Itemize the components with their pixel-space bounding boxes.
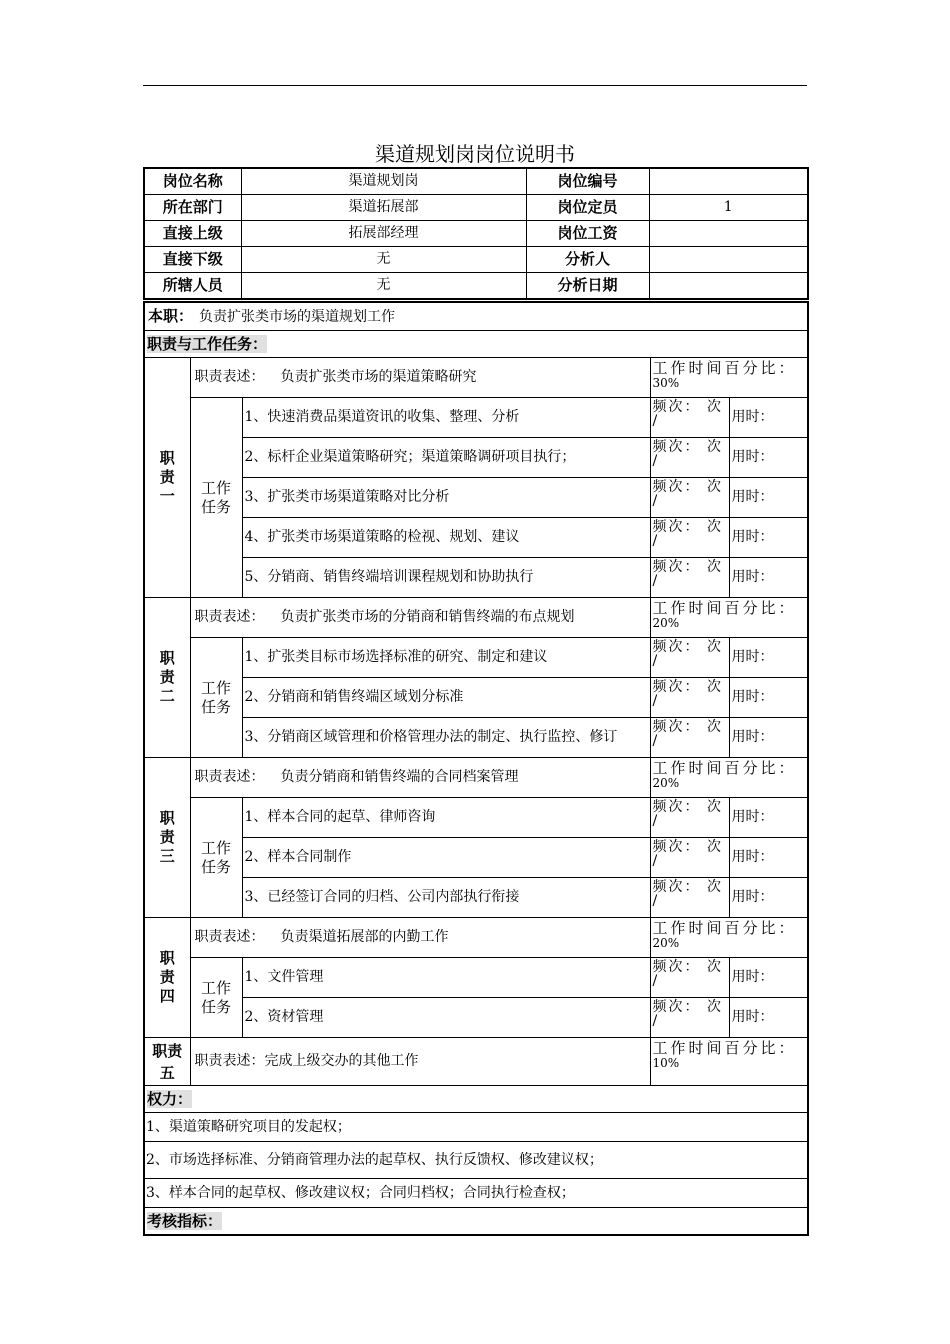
duty-name-char: 职 — [159, 949, 175, 967]
task-row — [144, 798, 808, 838]
kpi-label: 考核指标： — [147, 1211, 223, 1230]
frequency — [650, 518, 729, 558]
header-row — [144, 273, 808, 300]
task-row — [144, 398, 808, 438]
task-row — [144, 718, 808, 758]
duty-name-char: 责 — [159, 668, 175, 686]
header-label: 所辖人员 — [144, 273, 241, 300]
task-row — [144, 518, 808, 558]
task-row — [144, 638, 808, 678]
duties-section-header — [144, 331, 808, 358]
frequency-slash: / — [652, 893, 658, 909]
time-used: 用时： — [729, 958, 808, 998]
duty-desc-row — [144, 1038, 808, 1086]
duty-description — [190, 598, 650, 638]
frequency-slash: / — [652, 653, 658, 669]
header-label: 分析日期 — [526, 273, 649, 300]
time-used: 用时： — [729, 478, 808, 518]
task-text: 2、分销商和销售终端区域划分标准 — [242, 678, 650, 718]
duties-table — [143, 301, 809, 1236]
frequency-label: 频次： 次 — [652, 839, 723, 855]
task-text: 4、扩张类市场渠道策略的检视、规划、建议 — [242, 518, 650, 558]
time-percent-label: 工作时间百分比： — [652, 919, 797, 937]
duty-desc-row — [144, 598, 808, 638]
task-text: 2、资材管理 — [242, 998, 650, 1038]
time-used: 用时： — [729, 838, 808, 878]
task-row — [144, 958, 808, 998]
main-duty-label: 本职： — [148, 306, 194, 325]
frequency-label: 频次： 次 — [652, 799, 723, 815]
header-label: 分析人 — [526, 247, 649, 273]
time-percent-label: 工作时间百分比： — [652, 759, 797, 777]
time-used: 用时： — [729, 718, 808, 758]
time-percent-value: 20% — [652, 936, 680, 950]
rights-header — [144, 1086, 808, 1113]
task-row — [144, 478, 808, 518]
duty-name — [144, 598, 190, 758]
duty-desc-row — [144, 358, 808, 398]
duty-name-char: 三 — [159, 847, 175, 865]
duty-name-char: 一 — [159, 487, 175, 505]
top-rule — [143, 85, 807, 86]
duty-desc-text: 负责分销商和销售终端的合同档案管理 — [280, 769, 519, 785]
task-text: 1、快速消费品渠道资讯的收集、整理、分析 — [242, 398, 650, 438]
frequency-slash: / — [652, 813, 658, 829]
task-label-text: 工作任务 — [201, 678, 232, 716]
time-used: 用时： — [729, 998, 808, 1038]
time-percent-value: 10% — [652, 1056, 680, 1070]
time-percent-value: 20% — [652, 776, 680, 790]
frequency — [650, 438, 729, 478]
task-row — [144, 838, 808, 878]
frequency-slash: / — [652, 573, 658, 589]
rights-item: 3、样本合同的起草权、修改建议权；合同归档权；合同执行检查权； — [144, 1179, 808, 1208]
frequency-label: 频次： 次 — [652, 439, 723, 455]
header-label: 岗位定员 — [526, 195, 649, 221]
frequency — [650, 558, 729, 598]
header-value — [649, 221, 808, 247]
header-value: 拓展部经理 — [241, 221, 526, 247]
task-row — [144, 438, 808, 478]
duty-name — [144, 918, 190, 1038]
rights-row — [144, 1113, 808, 1142]
duty-name-char: 责 — [159, 468, 175, 486]
rights-item: 1、渠道策略研究项目的发起权； — [144, 1113, 808, 1142]
duty-name-char: 职 — [159, 449, 175, 467]
duty-name-char: 四 — [159, 987, 175, 1005]
header-value: 渠道拓展部 — [241, 195, 526, 221]
task-text: 1、文件管理 — [242, 958, 650, 998]
frequency-label: 频次： 次 — [652, 679, 723, 695]
duty-description — [190, 758, 650, 798]
duties-section-label: 职责与工作任务： — [147, 334, 268, 353]
duty-desc-label: 职责表述： — [194, 769, 265, 785]
main-duty-row — [144, 302, 808, 331]
time-percent-label: 工作时间百分比： — [652, 1039, 797, 1057]
task-row — [144, 678, 808, 718]
time-used: 用时： — [729, 438, 808, 478]
duty-desc-label: 职责表述： — [194, 609, 265, 625]
duty-name — [144, 758, 190, 918]
task-label-text: 工作任务 — [201, 978, 232, 1016]
time-percent — [650, 358, 808, 398]
duty-description — [190, 918, 650, 958]
task-label-text: 工作任务 — [201, 478, 232, 516]
header-label: 岗位编号 — [526, 168, 649, 195]
duty-description — [190, 358, 650, 398]
duty-desc-text: 负责扩张类市场的渠道策略研究 — [280, 369, 477, 385]
task-row — [144, 998, 808, 1038]
frequency-slash: / — [652, 1013, 658, 1029]
task-text: 1、扩张类目标市场选择标准的研究、制定和建议 — [242, 638, 650, 678]
time-percent — [650, 918, 808, 958]
duty-description: 职责表述：完成上级交办的其他工作 — [190, 1038, 650, 1086]
task-label — [190, 958, 242, 1038]
duties-section-row — [144, 331, 808, 358]
duty-name — [144, 358, 190, 598]
time-percent-value: 30% — [652, 376, 680, 390]
frequency — [650, 398, 729, 438]
frequency-slash: / — [652, 733, 658, 749]
header-label: 岗位名称 — [144, 168, 241, 195]
time-used: 用时： — [729, 798, 808, 838]
time-used: 用时： — [729, 398, 808, 438]
header-value — [649, 168, 808, 195]
time-used: 用时： — [729, 518, 808, 558]
frequency-slash: / — [652, 973, 658, 989]
rights-row — [144, 1142, 808, 1179]
task-label — [190, 398, 242, 598]
time-percent-value: 20% — [652, 616, 680, 630]
frequency — [650, 638, 729, 678]
duty-desc-text: 负责扩张类市场的分销商和销售终端的布点规划 — [280, 609, 575, 625]
frequency — [650, 998, 729, 1038]
task-text: 3、扩张类市场渠道策略对比分析 — [242, 478, 650, 518]
header-value: 渠道规划岗 — [241, 168, 526, 195]
frequency — [650, 958, 729, 998]
frequency — [650, 718, 729, 758]
header-label: 直接下级 — [144, 247, 241, 273]
duty-desc-label: 职责表述： — [194, 369, 265, 385]
header-row — [144, 247, 808, 273]
kpi-row — [144, 1208, 808, 1236]
header-value — [649, 247, 808, 273]
frequency-slash: / — [652, 493, 658, 509]
frequency-slash: / — [652, 533, 658, 549]
time-percent-label: 工作时间百分比： — [652, 599, 797, 617]
header-label: 所在部门 — [144, 195, 241, 221]
duty-desc-row — [144, 918, 808, 958]
task-text: 2、样本合同制作 — [242, 838, 650, 878]
time-percent — [650, 1038, 808, 1086]
header-value: 无 — [241, 247, 526, 273]
duty-name-char: 二 — [159, 687, 175, 705]
main-duty-text: 负责扩张类市场的渠道规划工作 — [199, 308, 396, 325]
header-value: 无 — [241, 273, 526, 300]
time-percent-label: 工作时间百分比： — [652, 359, 797, 377]
duty-name: 职责 五 — [144, 1038, 190, 1086]
header-row — [144, 195, 808, 221]
task-label — [190, 798, 242, 918]
duty-desc-text: 负责渠道拓展部的内勤工作 — [280, 929, 449, 945]
frequency-label: 频次： 次 — [652, 959, 723, 975]
frequency-slash: / — [652, 453, 658, 469]
frequency-label: 频次： 次 — [652, 399, 723, 415]
header-label: 岗位工资 — [526, 221, 649, 247]
time-used: 用时： — [729, 678, 808, 718]
header-table — [143, 167, 809, 300]
time-used: 用时： — [729, 638, 808, 678]
time-used: 用时： — [729, 558, 808, 598]
frequency-label: 频次： 次 — [652, 639, 723, 655]
task-text: 3、分销商区域管理和价格管理办法的制定、执行监控、修订 — [242, 718, 650, 758]
frequency — [650, 878, 729, 918]
task-text: 1、样本合同的起草、律师咨询 — [242, 798, 650, 838]
duty-name-char: 责 — [159, 968, 175, 986]
frequency-slash: / — [652, 853, 658, 869]
time-used: 用时： — [729, 878, 808, 918]
frequency-label: 频次： 次 — [652, 559, 723, 575]
kpi-header — [144, 1208, 808, 1236]
duty-desc-row — [144, 758, 808, 798]
frequency-label: 频次： 次 — [652, 999, 723, 1015]
task-label-text: 工作任务 — [201, 838, 232, 876]
duty-name-char: 责 — [159, 828, 175, 846]
rights-label: 权力： — [147, 1089, 193, 1108]
task-label — [190, 638, 242, 758]
frequency-label: 频次： 次 — [652, 719, 723, 735]
rights-item: 2、市场选择标准、分销商管理办法的起草权、执行反馈权、修改建议权； — [144, 1142, 808, 1179]
page-title: 渠道规划岗岗位说明书 — [375, 142, 575, 166]
frequency-label: 频次： 次 — [652, 519, 723, 535]
rights-row — [144, 1179, 808, 1208]
task-text: 2、标杆企业渠道策略研究；渠道策略调研项目执行； — [242, 438, 650, 478]
frequency-slash: / — [652, 413, 658, 429]
header-row — [144, 221, 808, 247]
time-percent — [650, 598, 808, 638]
time-percent — [650, 758, 808, 798]
rights-section-row — [144, 1086, 808, 1113]
task-row — [144, 558, 808, 598]
main-duty — [144, 302, 808, 331]
header-row — [144, 168, 808, 195]
duty-name-char: 职 — [159, 809, 175, 827]
header-value — [649, 273, 808, 300]
task-text: 5、分销商、销售终端培训课程规划和协助执行 — [242, 558, 650, 598]
frequency-label: 频次： 次 — [652, 479, 723, 495]
duty-desc-label: 职责表述： — [194, 929, 265, 945]
frequency — [650, 838, 729, 878]
task-row — [144, 878, 808, 918]
header-value: 1 — [649, 195, 808, 221]
frequency — [650, 798, 729, 838]
task-text: 3、已经签订合同的归档、公司内部执行衔接 — [242, 878, 650, 918]
frequency — [650, 678, 729, 718]
header-label: 直接上级 — [144, 221, 241, 247]
frequency — [650, 478, 729, 518]
frequency-label: 频次： 次 — [652, 879, 723, 895]
duty-name-char: 职 — [159, 649, 175, 667]
frequency-slash: / — [652, 693, 658, 709]
